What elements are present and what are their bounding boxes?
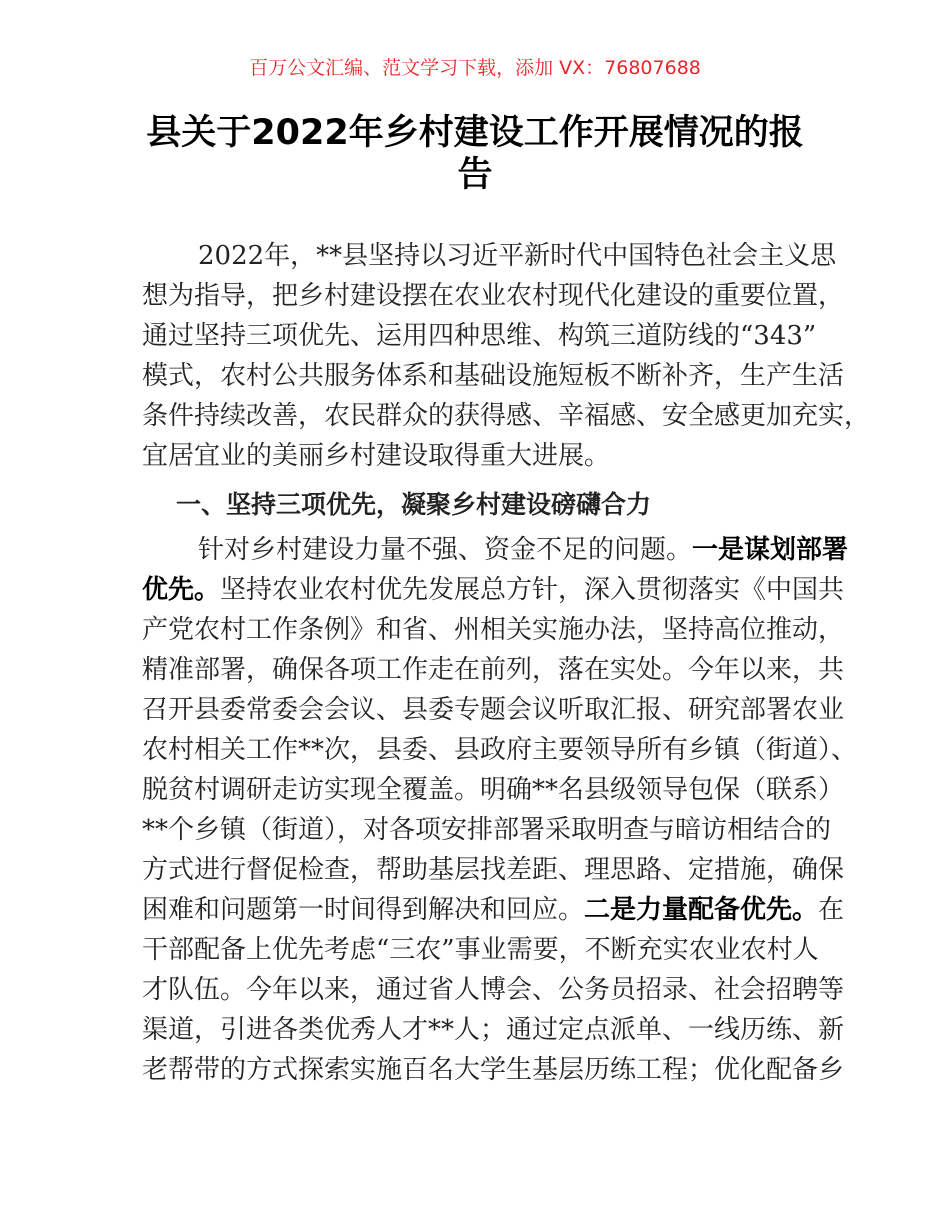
text-line <box>142 610 845 650</box>
bold-text: 一是谋划部署 <box>692 535 849 565</box>
text-line <box>142 770 845 810</box>
text-run: 方式进行督促检查，帮助基层找差距、理思路、定措施，确保 <box>142 855 845 885</box>
text-run: 精准部署，确保各项工作走在前列，落在实处。今年以来，共 <box>142 655 845 685</box>
text-line <box>142 650 845 690</box>
text-line <box>142 730 858 770</box>
text-run: **个乡镇（街道），对各项安排部署采取明查与暗访相结合的 <box>142 815 832 845</box>
text-line <box>142 396 871 436</box>
text-run: 在 <box>818 895 845 925</box>
text-line <box>142 970 845 1010</box>
paragraph <box>142 236 871 476</box>
text-line <box>142 570 845 610</box>
document-body <box>142 236 871 1090</box>
text-run: 通过坚持三项优先、运用四种思维、构筑三道防线的“343” <box>142 321 817 351</box>
text-line <box>142 236 837 276</box>
text-run: 才队伍。今年以来，通过省人博会、公务员招录、社会招聘等 <box>142 975 845 1005</box>
text-run: 渠道，引进各类优秀人才**人；通过定点派单、一线历练、新 <box>142 1015 845 1045</box>
text-run: 坚持农业农村优先发展总方针，深入贯彻落实《中国共 <box>220 575 845 605</box>
text-line <box>142 1050 845 1090</box>
text-run: 脱贫村调研走访实现全覆盖。明确**名县级领导包保（联系） <box>142 775 845 805</box>
text-line <box>142 530 849 570</box>
text-line <box>142 890 845 930</box>
text-line <box>142 810 832 850</box>
paragraph <box>142 530 858 1090</box>
text-run: 召开县委常委会会议、县委专题会议听取汇报、研究部署农业 <box>142 695 845 725</box>
text-line <box>142 850 845 890</box>
text-line <box>142 356 845 396</box>
text-run: 条件持续改善，农民群众的获得感、辛福感、安全感更加充实， <box>142 401 871 431</box>
text-line <box>142 276 845 316</box>
text-run: 老帮带的方式探索实施百名大学生基层历练工程；优化配备乡 <box>142 1055 845 1085</box>
text-run: 想为指导，把乡村建设摆在农业农村现代化建设的重要位置， <box>142 281 845 311</box>
watermark-header: 百万公文汇编、范文学习下载，添加 VX：76807688 <box>249 57 701 79</box>
text-line <box>142 436 808 476</box>
text-run: 产党农村工作条例》和省、州相关实施办法，坚持高位推动， <box>142 615 845 645</box>
section-heading: 一、坚持三项优先，凝聚乡村建设磅礴合力 <box>176 490 652 519</box>
text-run: 2022年，**县坚持以习近平新时代中国特色社会主义思 <box>198 241 837 271</box>
text-run: 农村相关工作**次，县委、县政府主要领导所有乡镇（街道）、 <box>142 735 858 765</box>
text-line <box>142 690 845 730</box>
title-line: 县关于2022年乡村建设工作开展情况的报 <box>146 113 804 153</box>
text-run: 针对乡村建设力量不强、资金不足的问题。 <box>198 535 693 565</box>
bold-text: 优先。 <box>142 575 221 605</box>
text-line <box>142 1010 845 1050</box>
text-line <box>142 930 819 970</box>
title-line: 告 <box>457 155 493 195</box>
document-title <box>100 112 850 196</box>
text-run: 困难和问题第一时间得到解决和回应。 <box>142 895 585 925</box>
text-run: 模式，农村公共服务体系和基础设施短板不断补齐，生产生活 <box>142 361 845 391</box>
bold-text: 二是力量配备优先。 <box>584 895 819 925</box>
text-line <box>142 316 817 356</box>
text-run: 干部配备上优先考虑“三农”事业需要，不断充实农业农村人 <box>142 935 819 965</box>
text-run: 宜居宜业的美丽乡村建设取得重大进展。 <box>142 441 611 471</box>
